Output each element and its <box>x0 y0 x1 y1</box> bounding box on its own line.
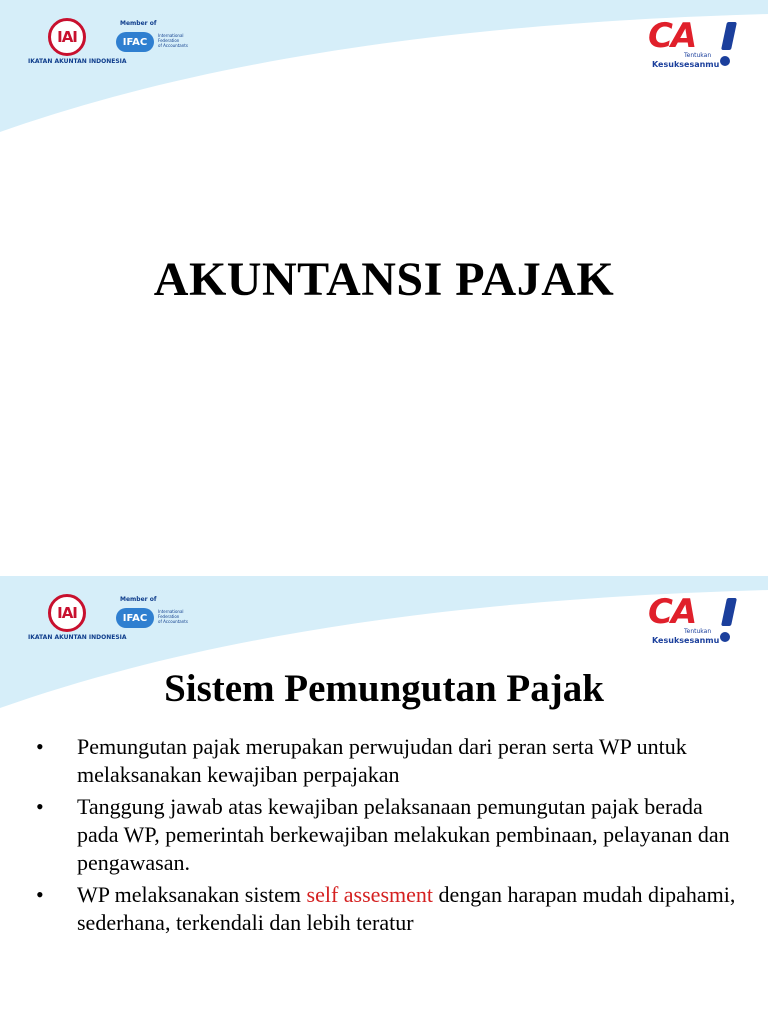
ifac-name: International Federation of Accountants <box>158 609 188 624</box>
bullet-text: WP melaksanakan sistem <box>77 882 307 907</box>
bullet-text: dengan harapan mudah dipahami, sederhana, terkendali dan lebih teratur <box>77 882 736 935</box>
slide-heading: Sistem Pemungutan Pajak <box>164 667 604 710</box>
ca-logo <box>648 594 744 648</box>
ca-tagline-1: Tentukan <box>684 628 712 635</box>
ifac-logo <box>116 596 196 632</box>
ifac-badge-icon: IFAC <box>116 608 154 628</box>
iai-logo <box>28 594 127 644</box>
highlighted-term: self assesment <box>306 882 433 907</box>
slide-title: AKUNTANSI PAJAK <box>153 253 615 306</box>
ca-mark: CA <box>648 592 696 632</box>
ifac-member-label: Member of <box>120 20 157 27</box>
ifac-name: International Federation of Accountants <box>158 33 188 48</box>
iai-caption: IKATAN AKUNTAN INDONESIA <box>28 634 127 641</box>
bullet-list <box>36 733 736 941</box>
iai-caption: IKATAN AKUNTAN INDONESIA <box>28 58 127 65</box>
exclamation-icon <box>721 22 737 50</box>
iai-emblem-icon: IAI <box>48 594 86 632</box>
bullet-item <box>36 881 736 937</box>
bullet-item: • Pemungutan pajak merupakan perwujudan dari peran serta WP untuk melaksanakan kewajiban perpajakan <box>36 733 736 789</box>
ifac-member-label: Member of <box>120 596 157 603</box>
iai-logo <box>28 18 127 68</box>
exclamation-dot-icon <box>720 56 730 66</box>
ca-tagline-1: Tentukan <box>684 52 712 59</box>
bullet-item: • Tanggung jawab atas kewajiban pelaksanaan pemungutan pajak berada pada WP, pemerintah berkewajiban melakukan pembinaan, pelayanan dan pengawasan. <box>36 793 736 877</box>
iai-emblem-icon: IAI <box>48 18 86 56</box>
exclamation-dot-icon <box>720 632 730 642</box>
ca-mark: CA <box>648 16 696 56</box>
ca-tagline-2: Kesuksesanmu <box>652 60 720 69</box>
ca-tagline-2: Kesuksesanmu <box>652 636 720 645</box>
content-slide <box>0 576 768 1024</box>
exclamation-icon <box>721 598 737 626</box>
ifac-logo <box>116 20 196 56</box>
ifac-badge-icon: IFAC <box>116 32 154 52</box>
ca-logo <box>648 18 744 72</box>
